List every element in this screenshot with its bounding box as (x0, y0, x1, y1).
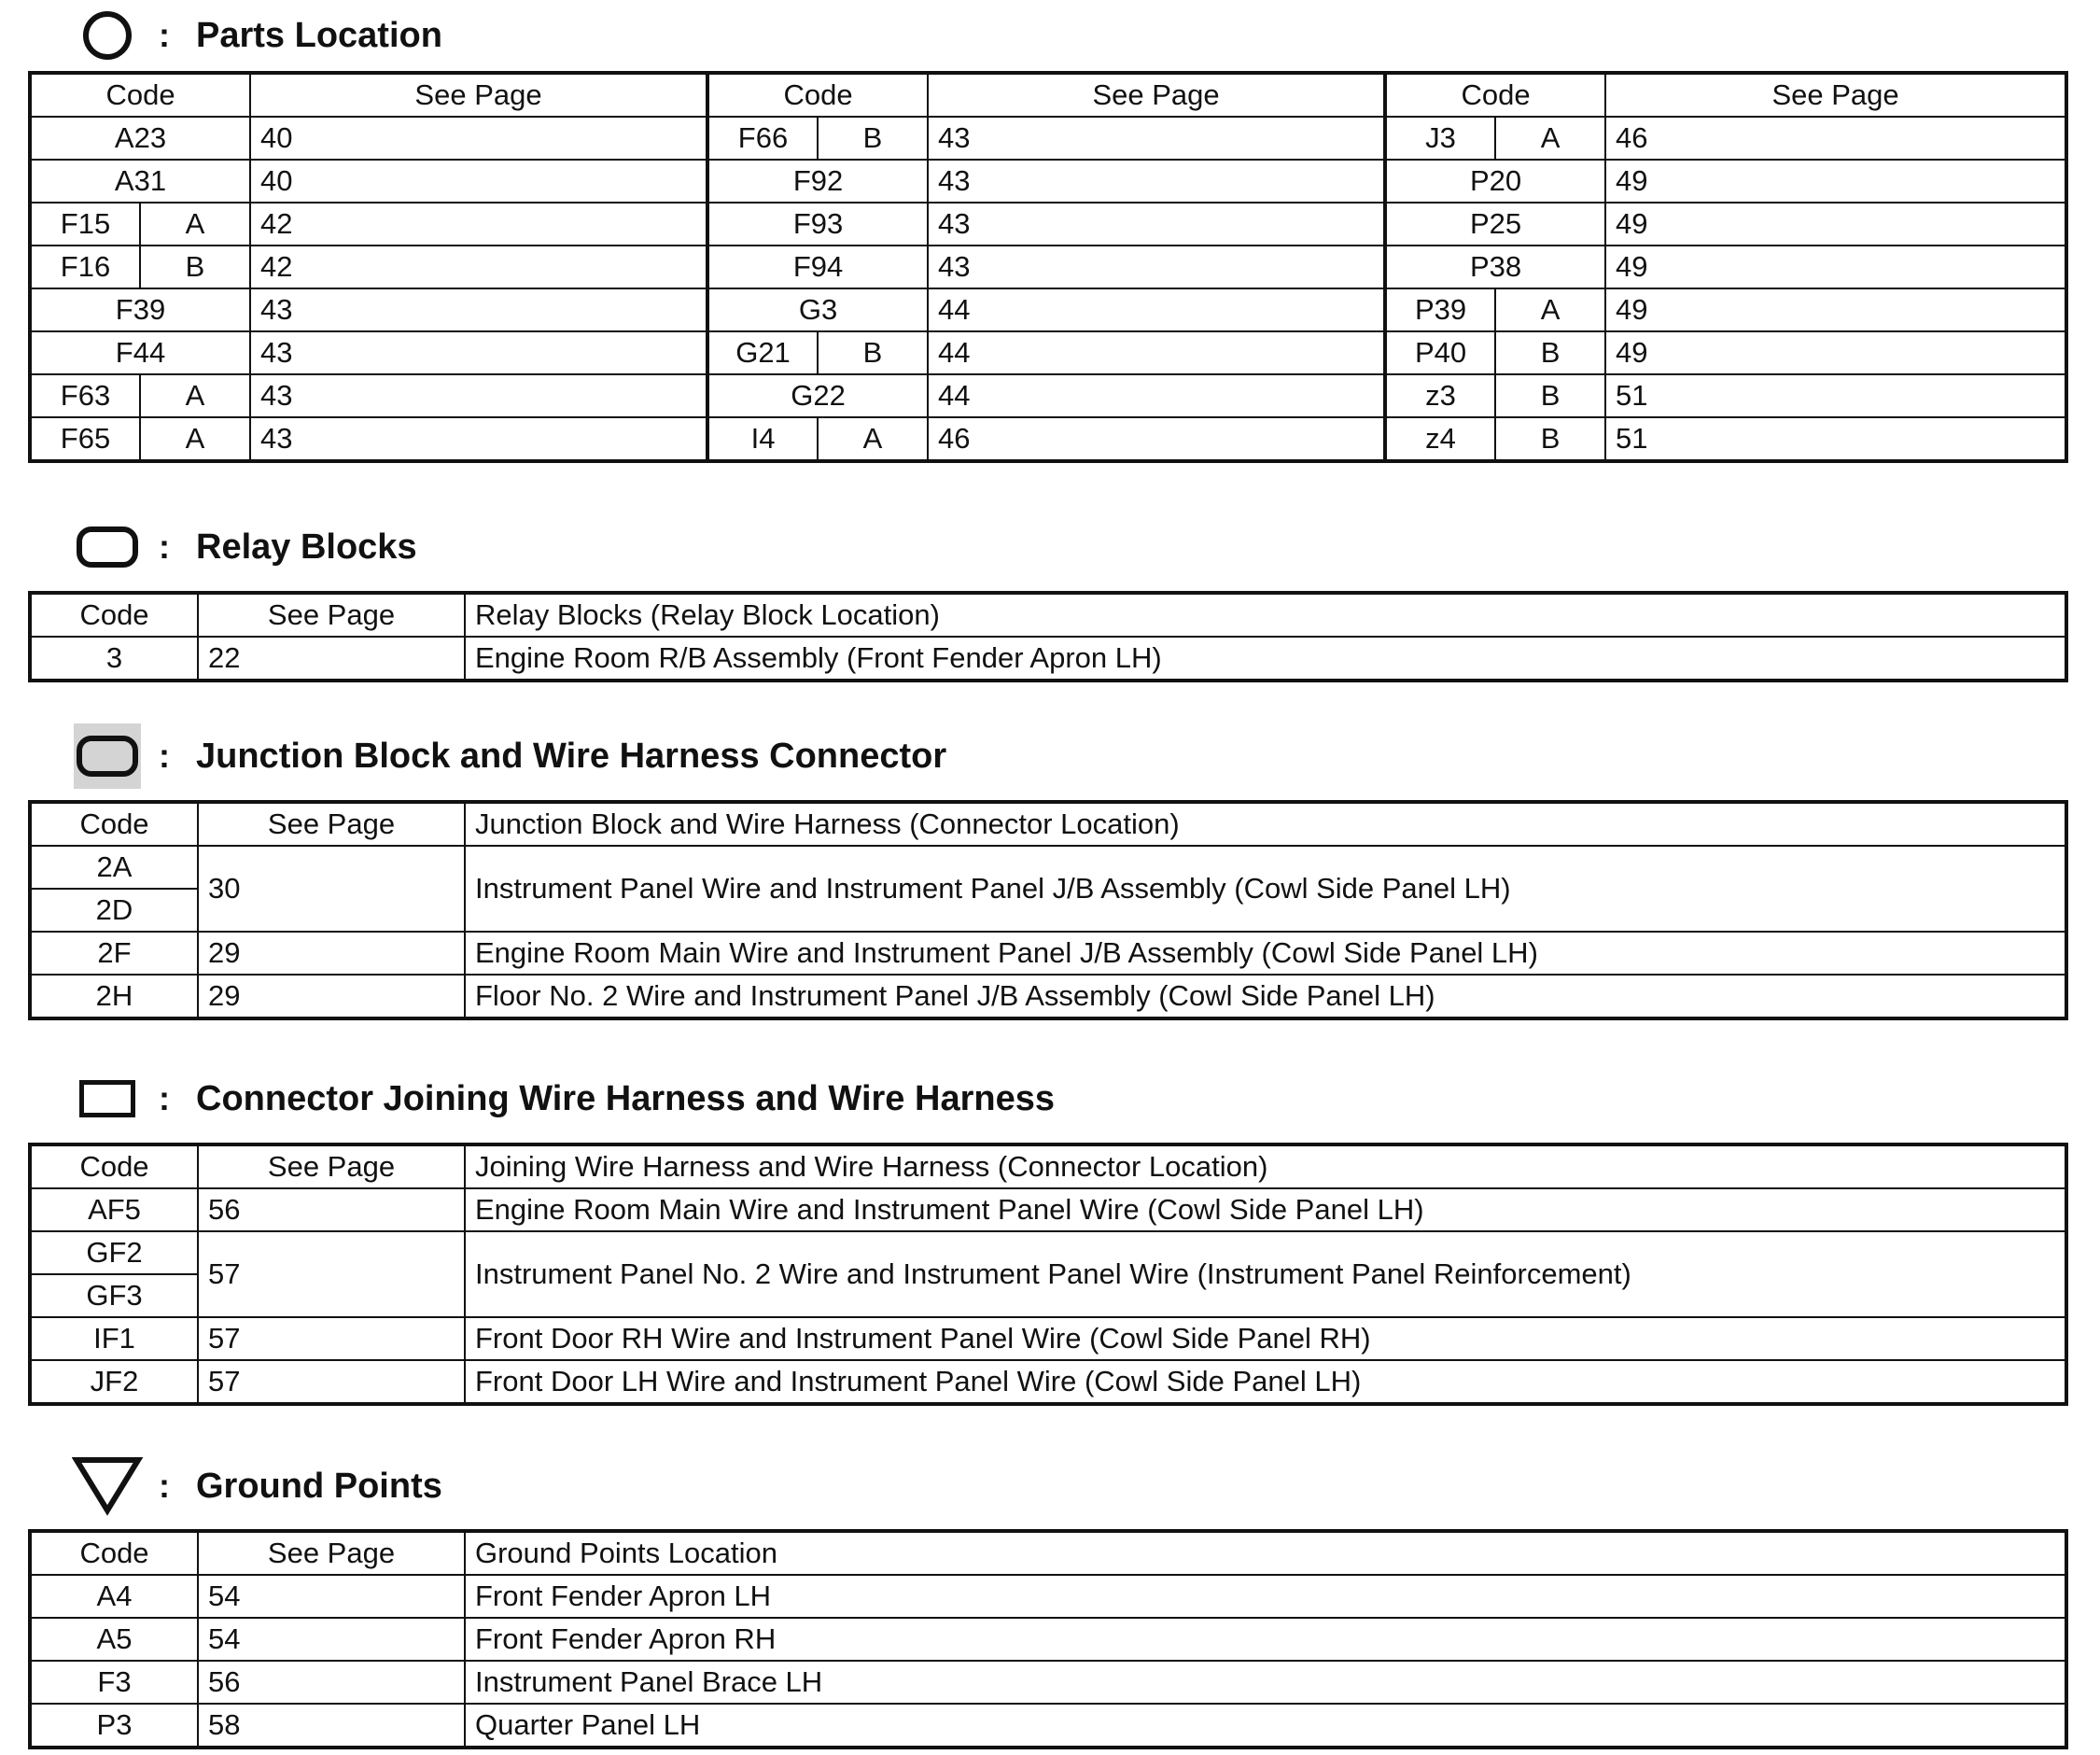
part-sub-code: B (1495, 331, 1605, 374)
part-page: 46 (928, 417, 1385, 461)
page-cell: 29 (198, 932, 465, 975)
part-code: F94 (707, 246, 928, 288)
table-row (30, 1360, 2066, 1404)
part-page: 43 (250, 288, 707, 331)
description-cell: Front Door LH Wire and Instrument Panel Wire (Cowl Side Panel LH) (465, 1360, 2066, 1404)
table-row (30, 417, 2066, 461)
part-page: 40 (250, 160, 707, 203)
part-page: 51 (1605, 374, 2066, 417)
part-sub-code: B (1495, 374, 1605, 417)
page-cell: 58 (198, 1704, 465, 1748)
part-code: F44 (30, 331, 250, 374)
description-header: Joining Wire Harness and Wire Harness (Connector Location) (465, 1144, 2066, 1188)
part-sub-code: B (1495, 417, 1605, 461)
part-page: 43 (250, 417, 707, 461)
joining-connector-table (28, 1143, 2068, 1406)
see-page-header: See Page (198, 1531, 465, 1575)
table-row (30, 203, 2066, 246)
part-page: 51 (1605, 417, 2066, 461)
part-code: I4 (707, 417, 818, 461)
rounded-rect-icon (56, 519, 159, 575)
part-sub-code: A (140, 417, 250, 461)
description-cell: Engine Room Main Wire and Instrument Panel J/B Assembly (Cowl Side Panel LH) (465, 932, 2066, 975)
joining-connector-title: Connector Joining Wire Harness and Wire Harness (196, 1078, 1055, 1118)
page-cell: 56 (198, 1188, 465, 1231)
table-row (30, 1231, 2066, 1274)
part-code: G21 (707, 331, 818, 374)
description-cell: Instrument Panel Wire and Instrument Panel J/B Assembly (Cowl Side Panel LH) (465, 846, 2066, 932)
relay-blocks-title: Relay Blocks (196, 526, 417, 567)
code-header: Code (30, 802, 198, 846)
part-page: 49 (1605, 203, 2066, 246)
code-cell: A5 (30, 1618, 198, 1661)
table-row (30, 1704, 2066, 1748)
page-cell: 57 (198, 1360, 465, 1404)
description-cell: Front Fender Apron RH (465, 1618, 2066, 1661)
description-cell: Engine Room R/B Assembly (Front Fender Apron LH) (465, 637, 2066, 681)
see-page-header: See Page (198, 593, 465, 637)
part-page: 42 (250, 246, 707, 288)
part-code: F15 (30, 203, 140, 246)
part-page: 43 (928, 160, 1385, 203)
part-page: 43 (250, 374, 707, 417)
code-header: Code (30, 1531, 198, 1575)
part-page: 43 (928, 117, 1385, 160)
part-sub-code: A (140, 374, 250, 417)
part-page: 44 (928, 331, 1385, 374)
table-row (30, 374, 2066, 417)
code-cell: AF5 (30, 1188, 198, 1231)
page-cell: 56 (198, 1661, 465, 1704)
part-sub-code: B (818, 331, 928, 374)
code-cell: IF1 (30, 1317, 198, 1360)
table-row (30, 246, 2066, 288)
part-page: 42 (250, 203, 707, 246)
page-cell: 30 (198, 846, 465, 932)
joining-connector-heading (56, 1071, 1055, 1127)
junction-block-title: Junction Block and Wire Harness Connector (196, 736, 947, 776)
part-code: F66 (707, 117, 818, 160)
description-header: Junction Block and Wire Harness (Connector Location) (465, 802, 2066, 846)
part-code: G3 (707, 288, 928, 331)
code-cell: F3 (30, 1661, 198, 1704)
part-code: F65 (30, 417, 140, 461)
part-page: 49 (1605, 160, 2066, 203)
part-page: 40 (250, 117, 707, 160)
table-row (30, 1317, 2066, 1360)
part-page: 43 (928, 246, 1385, 288)
code-cell: GF3 (30, 1274, 198, 1317)
part-code: P39 (1385, 288, 1495, 331)
description-cell: Engine Room Main Wire and Instrument Panel Wire (Cowl Side Panel LH) (465, 1188, 2066, 1231)
page-cell: 22 (198, 637, 465, 681)
table-row (30, 1188, 2066, 1231)
description-cell: Front Door RH Wire and Instrument Panel Wire (Cowl Side Panel RH) (465, 1317, 2066, 1360)
part-sub-code: B (818, 117, 928, 160)
code-header: Code (30, 593, 198, 637)
shaded-rounded-rect-icon (56, 728, 159, 784)
rectangle-icon (56, 1071, 159, 1127)
part-code: G22 (707, 374, 928, 417)
part-page: 49 (1605, 288, 2066, 331)
table-row (30, 846, 2066, 889)
description-cell: Instrument Panel Brace LH (465, 1661, 2066, 1704)
circle-icon (56, 7, 159, 63)
table-row (30, 1575, 2066, 1618)
code-header: Code (30, 1144, 198, 1188)
code-header: Code (707, 73, 928, 117)
table-row (30, 117, 2066, 160)
ground-points-heading (56, 1458, 442, 1514)
description-header: Relay Blocks (Relay Block Location) (465, 593, 2066, 637)
code-cell: 2H (30, 975, 198, 1018)
description-cell: Quarter Panel LH (465, 1704, 2066, 1748)
part-sub-code: B (140, 246, 250, 288)
table-row (30, 160, 2066, 203)
part-page: 49 (1605, 246, 2066, 288)
junction-block-heading (56, 728, 946, 784)
table-row (30, 932, 2066, 975)
down-triangle-icon (56, 1458, 159, 1514)
description-header: Ground Points Location (465, 1531, 2066, 1575)
part-sub-code: A (1495, 288, 1605, 331)
page-cell: 54 (198, 1575, 465, 1618)
see-page-header: See Page (928, 73, 1385, 117)
part-sub-code: A (1495, 117, 1605, 160)
page-cell: 54 (198, 1618, 465, 1661)
heading-colon: : (159, 1079, 170, 1117)
code-header: Code (30, 73, 250, 117)
part-code: P40 (1385, 331, 1495, 374)
code-cell: A4 (30, 1575, 198, 1618)
code-cell: 2A (30, 846, 198, 889)
code-header: Code (1385, 73, 1605, 117)
part-code: P20 (1385, 160, 1605, 203)
relay-blocks-table (28, 591, 2068, 682)
part-code: J3 (1385, 117, 1495, 160)
table-header-row (30, 593, 2066, 637)
code-cell: 3 (30, 637, 198, 681)
table-row (30, 288, 2066, 331)
part-code: F39 (30, 288, 250, 331)
table-row (30, 1661, 2066, 1704)
heading-colon: : (159, 527, 170, 566)
parts-location-heading (56, 7, 442, 63)
description-cell: Instrument Panel No. 2 Wire and Instrument Panel Wire (Instrument Panel Reinforcement) (465, 1231, 2066, 1317)
junction-block-table (28, 800, 2068, 1020)
code-cell: JF2 (30, 1360, 198, 1404)
code-cell: GF2 (30, 1231, 198, 1274)
table-row (30, 637, 2066, 681)
see-page-header: See Page (198, 1144, 465, 1188)
code-cell: 2D (30, 889, 198, 932)
part-code: F16 (30, 246, 140, 288)
heading-colon: : (159, 16, 170, 54)
ground-points-table (28, 1529, 2068, 1749)
part-page: 43 (250, 331, 707, 374)
part-sub-code: A (140, 203, 250, 246)
code-cell: P3 (30, 1704, 198, 1748)
heading-colon: : (159, 737, 170, 775)
part-code: A23 (30, 117, 250, 160)
see-page-header: See Page (198, 802, 465, 846)
part-code: z3 (1385, 374, 1495, 417)
table-header-row (30, 1531, 2066, 1575)
table-header-row (30, 802, 2066, 846)
parts-location-title: Parts Location (196, 15, 442, 55)
part-code: P25 (1385, 203, 1605, 246)
part-page: 44 (928, 288, 1385, 331)
page-cell: 29 (198, 975, 465, 1018)
relay-blocks-heading (56, 519, 417, 575)
part-page: 43 (928, 203, 1385, 246)
part-sub-code: A (818, 417, 928, 461)
part-code: F93 (707, 203, 928, 246)
table-row (30, 1618, 2066, 1661)
part-page: 46 (1605, 117, 2066, 160)
table-row (30, 331, 2066, 374)
part-code: z4 (1385, 417, 1495, 461)
see-page-header: See Page (1605, 73, 2066, 117)
page-cell: 57 (198, 1231, 465, 1317)
part-code: P38 (1385, 246, 1605, 288)
part-code: F92 (707, 160, 928, 203)
part-page: 49 (1605, 331, 2066, 374)
table-header-row (30, 73, 2066, 117)
ground-points-title: Ground Points (196, 1466, 442, 1506)
description-cell: Front Fender Apron LH (465, 1575, 2066, 1618)
description-cell: Floor No. 2 Wire and Instrument Panel J/B Assembly (Cowl Side Panel LH) (465, 975, 2066, 1018)
code-cell: 2F (30, 932, 198, 975)
parts-location-table (28, 71, 2068, 463)
page-cell: 57 (198, 1317, 465, 1360)
table-row (30, 975, 2066, 1018)
part-code: F63 (30, 374, 140, 417)
see-page-header: See Page (250, 73, 707, 117)
table-header-row (30, 1144, 2066, 1188)
heading-colon: : (159, 1467, 170, 1505)
part-code: A31 (30, 160, 250, 203)
part-page: 44 (928, 374, 1385, 417)
